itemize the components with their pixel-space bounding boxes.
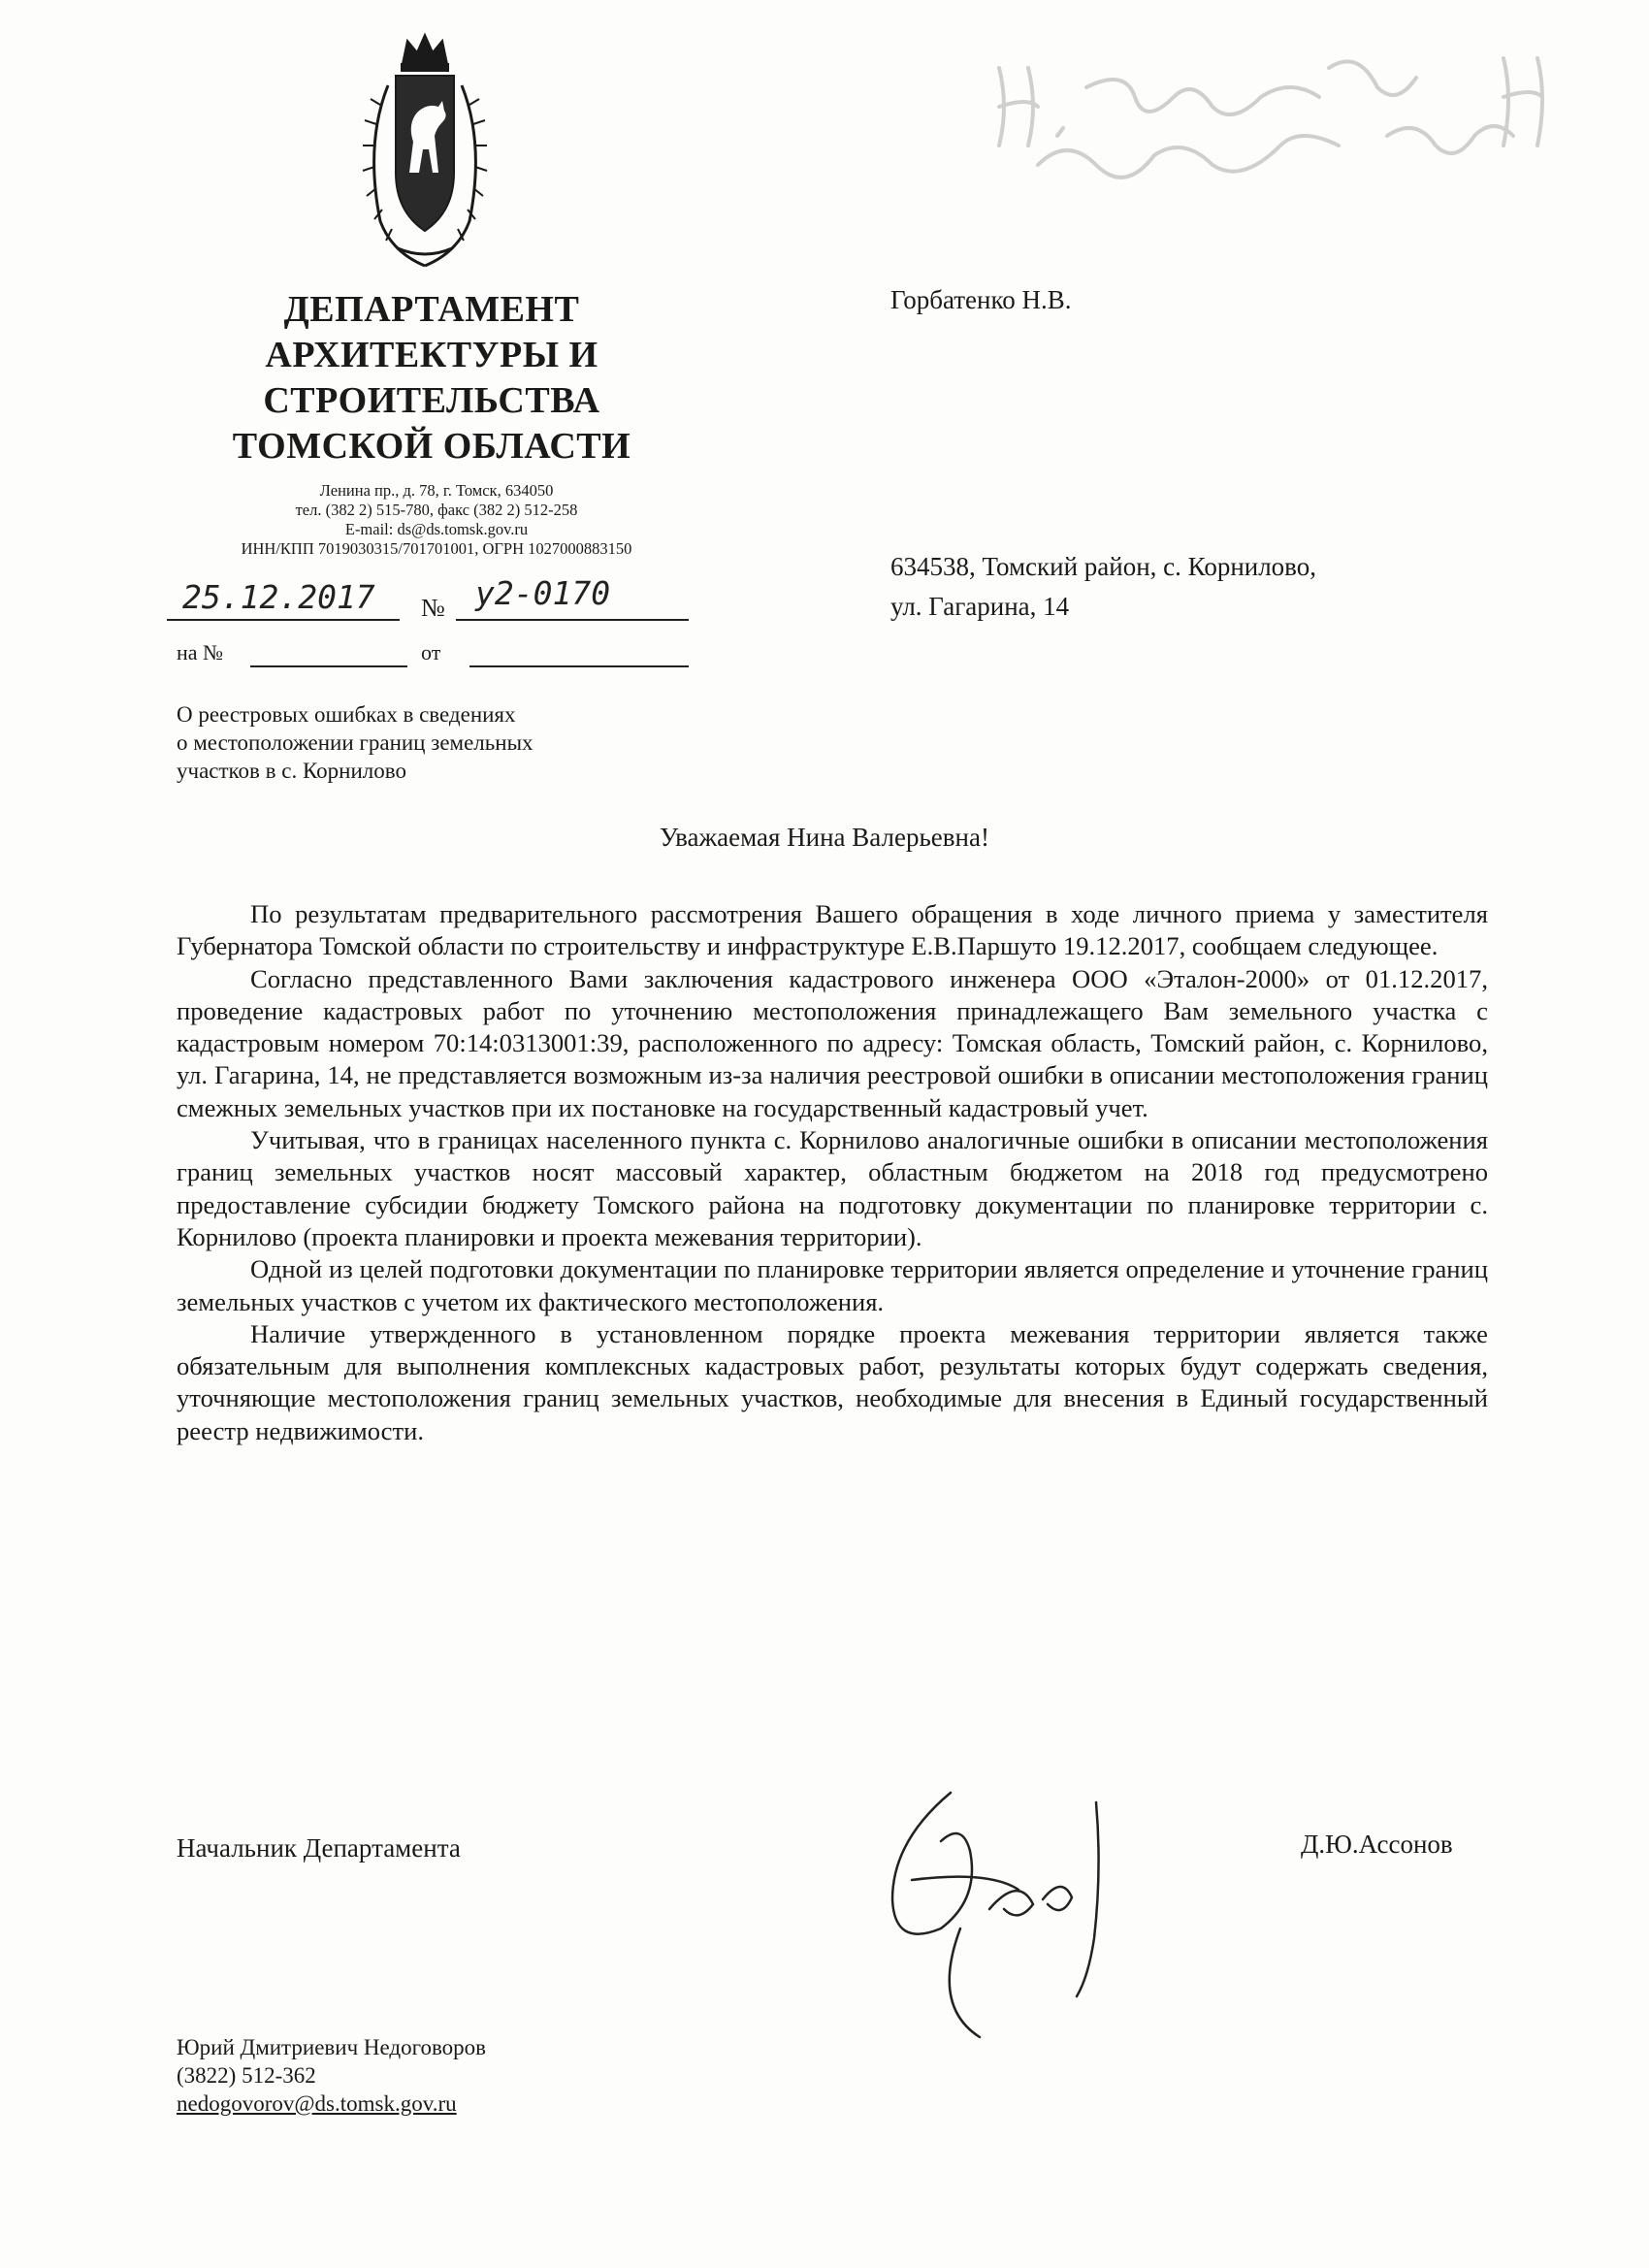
registry-line: ИНН/КПП 7019030315/701701001, ОГРН 1027000883150 <box>241 539 632 558</box>
subject-line: О реестровых ошибках в сведениях <box>177 702 516 727</box>
executor-email-link[interactable]: nedogovorov@ds.tomsk.gov.ru <box>177 2091 457 2116</box>
recipient-name: Горбатенко Н.В. <box>890 285 1072 314</box>
body-paragraph: По результатам предварительного рассмотрения Вашего обращения в ходе личного приема у заместителя Губернатора Томской области по строительству и инфраструктуре Е.В.Паршуто 19.12.2017, сообщаем следующее. <box>177 899 1488 961</box>
signatory-name: Д.Ю.Ассонов <box>1301 1830 1453 1859</box>
email-line: E-mail: ds@ds.tomsk.gov.ru <box>344 520 529 538</box>
greeting: Уважаемая Нина Валерьевна! <box>660 823 989 852</box>
tomsk-coat-of-arms-icon <box>359 27 491 272</box>
executor-contact <box>177 2033 486 2118</box>
executor-name: Юрий Дмитриевич Недоговоров <box>177 2035 487 2059</box>
address-line: 634538, Томский район, с. Корнилово, <box>890 552 1317 581</box>
body-paragraph: Согласно представленного Вами заключения кадастрового инженера ООО «Эталон-2000» от 01.12.2017, проведение кадастровых работ по уточнению местоположения принадлежащего Вам земельного участка с кадастровым номером 70:14:0313001:39, расположенного по адресу: Томская область, Томский район, с. Корнилово, ул. Гагарина, 14, не представляется возможным из-за наличия реестровой ошибки в описании местоположения границ смежных земельных участков при их постановке на государственный кадастровый учет. <box>177 963 1488 1122</box>
recipient-address <box>890 547 1316 627</box>
letter-subject <box>177 700 700 785</box>
body-paragraph: Учитывая, что в границах населенного пункта с. Корнилово аналогичные ошибки в описании местоположения границ земельных участков носят массовый характер, областным бюджетом на 2018 год предусмотрено предоставление субсидии бюджету Томского района на подготовку документации по планировке территории с. Корнилово (проекта планировки и проекта межевания территории). <box>177 1125 1488 1251</box>
handwritten-signature <box>873 1783 1203 2045</box>
reference-label: на № <box>177 640 224 664</box>
from-underline <box>469 665 689 667</box>
body-paragraph: Наличие утвержденного в установленном порядке проекта межевания территории является также обязательным для выполнения комплексных кадастровых работ, результаты которых будут содержать сведения, уточняющие местоположения границ земельных участков, необходимые для внесения в Единый государственный реестр недвижимости. <box>177 1318 1488 1445</box>
number-sign: № <box>421 594 445 622</box>
reference-underline <box>250 665 407 667</box>
from-label: от <box>421 640 441 664</box>
date-underline <box>167 619 400 621</box>
department-line: АРХИТЕКТУРЫ И <box>265 335 598 375</box>
executor-phone: (3822) 512-362 <box>177 2063 316 2088</box>
pencil-marks <box>980 29 1610 204</box>
department-line: ДЕПАРТАМЕНТ <box>283 289 580 330</box>
signatory-position: Начальник Департамента <box>177 1833 461 1863</box>
address-line: ул. Гагарина, 14 <box>890 592 1070 621</box>
department-line: ТОМСКОЙ ОБЛАСТИ <box>232 426 631 467</box>
body-paragraph: Одной из целей подготовки документации по планировке территории является определение и уточнение границ земельных участков с учетом их фактического местоположения. <box>177 1254 1488 1316</box>
registration-date: 25.12.2017 <box>182 578 375 616</box>
department-title <box>146 287 718 470</box>
registration-number: у2-0170 <box>475 574 611 612</box>
phone-line: тел. (382 2) 515-780, факс (382 2) 512-258 <box>295 501 578 519</box>
subject-line: о местоположении границ земельных <box>177 730 534 755</box>
subject-line: участков в с. Корнилово <box>177 759 406 783</box>
department-line: СТРОИТЕЛЬСТВА <box>263 380 600 421</box>
address-line: Ленина пр., д. 78, г. Томск, 634050 <box>319 481 554 500</box>
number-underline <box>456 619 689 621</box>
department-contacts <box>155 481 718 559</box>
letter-body <box>177 898 1488 1447</box>
